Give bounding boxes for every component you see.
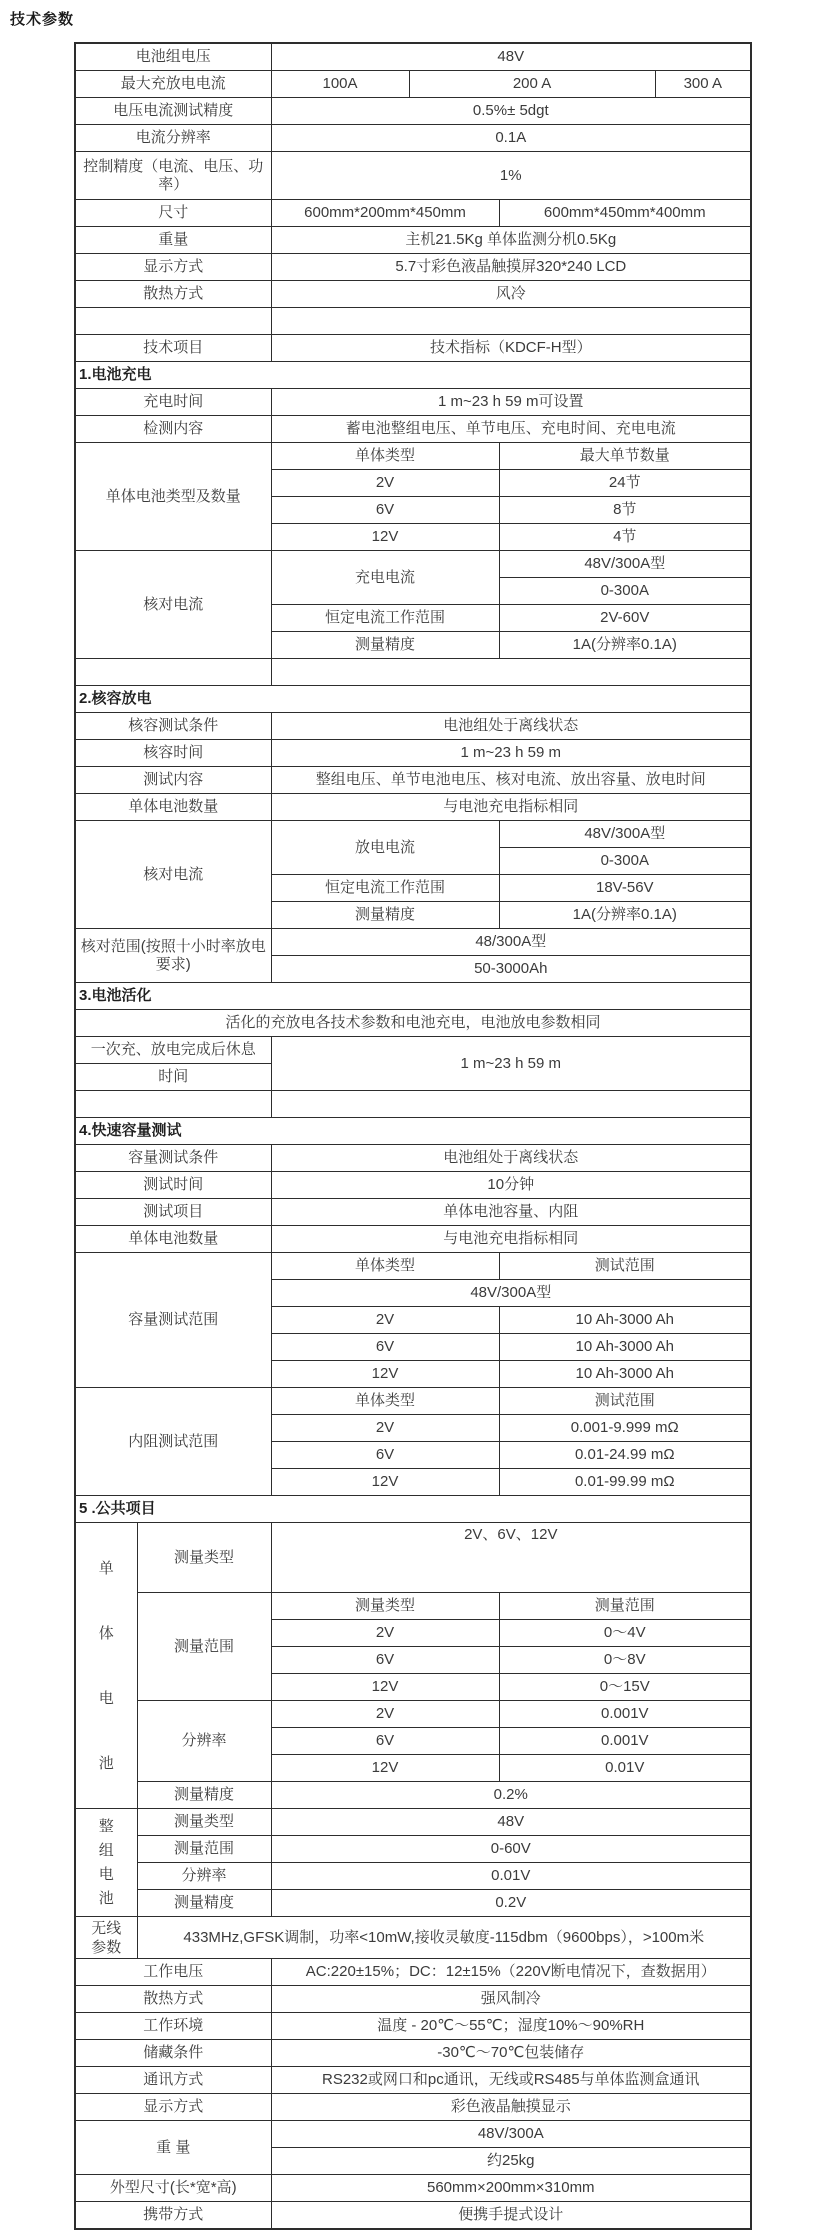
row-label-cell: 容量测试条件	[75, 1145, 271, 1172]
table-row	[75, 2040, 751, 2067]
table-row	[75, 2094, 751, 2121]
sub-value-cell: 2V	[271, 1701, 499, 1728]
row-label-text: 无线参数	[91, 1919, 122, 1956]
row-value-cell: 48/300A型	[271, 929, 751, 956]
row-value-cell: 1 m~23 h 59 m	[271, 1037, 751, 1091]
table-row	[75, 1917, 751, 1959]
row-value-cell: 0.2V	[271, 1890, 751, 1917]
group-label-cell: 内阻测试范围	[75, 1388, 271, 1496]
row-value-cell: 0.01V	[271, 1863, 751, 1890]
section-header: 5 .公共项目	[75, 1496, 751, 1523]
column-header-cell: 单体类型	[271, 443, 499, 470]
sub-value-cell: 0～15V	[499, 1674, 751, 1701]
sub-value-cell: 8节	[499, 497, 751, 524]
sub-value-cell: 2V	[271, 1620, 499, 1647]
row-value-cell: 0-60V	[271, 1836, 751, 1863]
sub-value-cell: 0.001-9.999 mΩ	[499, 1415, 751, 1442]
row-value-cell: 便携手提式设计	[271, 2202, 751, 2230]
table-row	[75, 1836, 751, 1863]
note-cell: 活化的充放电各技术参数和电池充电，电池放电参数相同	[75, 1010, 751, 1037]
column-header-cell: 测试范围	[499, 1253, 751, 1280]
section-row	[75, 362, 751, 389]
sub-value-cell: 12V	[271, 1361, 499, 1388]
section-row	[75, 1118, 751, 1145]
row-label-cell: 核容时间	[75, 740, 271, 767]
column-header-cell: 单体类型	[271, 1388, 499, 1415]
table-row	[75, 254, 751, 281]
table-row	[75, 2175, 751, 2202]
row-value-cell: 600mm*200mm*450mm	[271, 200, 499, 227]
page-title: 技术参数	[10, 11, 75, 28]
row-label-cell	[75, 659, 271, 686]
table-row	[75, 1010, 751, 1037]
sub-value-cell: 12V	[271, 1755, 499, 1782]
sub-label-cell: 测量精度	[271, 632, 499, 659]
row-value-cell	[271, 1091, 751, 1118]
table-row	[75, 1388, 751, 1415]
sub-value-cell: 10 Ah-3000 Ah	[499, 1334, 751, 1361]
row-label-cell: 控制精度（电流、电压、功率）	[75, 152, 271, 200]
row-value-cell: 600mm*450mm*400mm	[499, 200, 751, 227]
table-row	[75, 281, 751, 308]
sub-value-cell: 12V	[271, 524, 499, 551]
group-label-cell: 容量测试范围	[75, 1253, 271, 1388]
row-value-cell: 与电池充电指标相同	[271, 794, 751, 821]
sub-value-cell: 48V/300A型	[499, 551, 751, 578]
table-row	[75, 152, 751, 200]
sub-value-cell: 10 Ah-3000 Ah	[499, 1307, 751, 1334]
sub-value-cell: 0-300A	[499, 578, 751, 605]
row-label-cell: 最大充放电电流	[75, 71, 271, 98]
table-row	[75, 416, 751, 443]
row-label-cell: 显示方式	[75, 254, 271, 281]
sub-value-cell: 48V/300A型	[499, 821, 751, 848]
section-header: 2.核容放电	[75, 686, 751, 713]
row-label-cell: 测试内容	[75, 767, 271, 794]
table-row	[75, 1959, 751, 1986]
group-label-cell: 核对电流	[75, 551, 271, 659]
table-row	[75, 71, 751, 98]
table-row	[75, 200, 751, 227]
vertical-group-label	[75, 1523, 137, 1809]
row-label-cell: 工作电压	[75, 1959, 271, 1986]
row-value-cell: 约25kg	[271, 2148, 751, 2175]
table-row	[75, 2067, 751, 2094]
row-value-cell: RS232或网口和pc通讯，无线或RS485与单体监测盒通讯	[271, 2067, 751, 2094]
sub-label-cell: 恒定电流工作范围	[271, 605, 499, 632]
column-header-cell: 单体类型	[271, 1253, 499, 1280]
row-value-cell: 200 A	[409, 71, 655, 98]
table-row	[75, 1593, 751, 1620]
row-label-cell: 散热方式	[75, 1986, 271, 2013]
row-value-cell: 与电池充电指标相同	[271, 1226, 751, 1253]
sub-label-cell: 测量精度	[137, 1782, 271, 1809]
column-header-cell: 最大单节数量	[499, 443, 751, 470]
sub-value-cell: 1A(分辨率0.1A)	[499, 632, 751, 659]
column-header-cell: 测试范围	[499, 1388, 751, 1415]
table-row	[75, 929, 751, 956]
sub-label-cell: 分辨率	[137, 1863, 271, 1890]
table-row	[75, 1782, 751, 1809]
row-label-cell	[75, 1091, 271, 1118]
row-value-cell: 100A	[271, 71, 409, 98]
row-value-cell: 1%	[271, 152, 751, 200]
row-value-cell: 0.2%	[271, 1782, 751, 1809]
row-value-cell: 433MHz,GFSK调制，功率<10mW,接收灵敏度-115dbm（9600bps），>100m米	[137, 1917, 751, 1959]
sub-value-cell: 0～4V	[499, 1620, 751, 1647]
sub-value-cell: 18V-56V	[499, 875, 751, 902]
sub-label-cell: 测量类型	[137, 1809, 271, 1836]
table-row	[75, 1226, 751, 1253]
sub-value-cell: 6V	[271, 497, 499, 524]
sub-label-cell: 测量范围	[137, 1836, 271, 1863]
sub-value-cell: 6V	[271, 1647, 499, 1674]
table-row	[75, 2013, 751, 2040]
sub-value-cell: 6V	[271, 1334, 499, 1361]
sub-value-cell: 6V	[271, 1442, 499, 1469]
row-value-cell: 单体电池容量、内阻	[271, 1199, 751, 1226]
section-header: 4.快速容量测试	[75, 1118, 751, 1145]
row-value-cell: 1 m~23 h 59 m	[271, 740, 751, 767]
sub-value-cell: 1A(分辨率0.1A)	[499, 902, 751, 929]
table-row	[75, 794, 751, 821]
sub-value-cell: 2V	[271, 470, 499, 497]
row-label-cell: 散热方式	[75, 281, 271, 308]
sub-value-cell: 0.01-24.99 mΩ	[499, 1442, 751, 1469]
row-label-cell: 电压电流测试精度	[75, 98, 271, 125]
sub-value-cell: 0.001V	[499, 1728, 751, 1755]
row-label-cell: 一次充、放电完成后休息	[75, 1037, 271, 1064]
table-row	[75, 1172, 751, 1199]
row-label-cell: 充电时间	[75, 389, 271, 416]
sub-value-cell: 12V	[271, 1674, 499, 1701]
table-row	[75, 98, 751, 125]
group-label-cell: 重 量	[75, 2121, 271, 2175]
row-value-cell: 5.7寸彩色液晶触摸屏320*240 LCD	[271, 254, 751, 281]
row-label-cell: 储藏条件	[75, 2040, 271, 2067]
row-label-cell: 单体电池数量	[75, 1226, 271, 1253]
sub-label-cell: 测量范围	[137, 1593, 271, 1701]
row-value-cell: -30℃～70℃包装储存	[271, 2040, 751, 2067]
sub-value-cell: 6V	[271, 1728, 499, 1755]
group-label-cell: 核对电流	[75, 821, 271, 929]
group-label-cell: 核对范围(按照十小时率放电要求)	[75, 929, 271, 983]
table-row	[75, 2121, 751, 2148]
table-row	[75, 1145, 751, 1172]
row-value-cell: 主机21.5Kg 单体监测分机0.5Kg	[271, 227, 751, 254]
table-row	[75, 43, 751, 71]
empty-row	[75, 1091, 751, 1118]
row-label-cell: 测试时间	[75, 1172, 271, 1199]
sub-label-cell: 测量类型	[137, 1523, 271, 1593]
row-value-cell: 蓄电池整组电压、单节电压、充电时间、充电电流	[271, 416, 751, 443]
row-label-cell: 通讯方式	[75, 2067, 271, 2094]
row-value-cell: 电池组处于离线状态	[271, 1145, 751, 1172]
row-value-cell: 10分钟	[271, 1172, 751, 1199]
section-row	[75, 1496, 751, 1523]
vertical-group-label-text: 整组电池	[98, 1817, 114, 1907]
spec-table	[74, 42, 752, 2230]
table-row	[75, 1701, 751, 1728]
row-label-cell: 外型尺寸(长*宽*高)	[75, 2175, 271, 2202]
sub-label-cell: 放电电流	[271, 821, 499, 875]
row-label-cell: 电流分辨率	[75, 125, 271, 152]
row-value-cell: 300 A	[655, 71, 751, 98]
row-label-cell: 单体电池数量	[75, 794, 271, 821]
column-header-cell: 测量范围	[499, 1593, 751, 1620]
table-row	[75, 227, 751, 254]
table-row	[75, 1890, 751, 1917]
empty-row	[75, 659, 751, 686]
row-value-cell: 48V/300A	[271, 2121, 751, 2148]
sub-label-cell: 测量精度	[137, 1890, 271, 1917]
row-value-cell: 48V	[271, 43, 751, 71]
group-label-cell: 单体电池类型及数量	[75, 443, 271, 551]
sub-value-cell: 4节	[499, 524, 751, 551]
row-value-cell: 0.5%± 5dgt	[271, 98, 751, 125]
sub-value-cell: 0.01V	[499, 1755, 751, 1782]
row-value-cell: 0.1A	[271, 125, 751, 152]
row-label-cell: 电池组电压	[75, 43, 271, 71]
column-header-cell: 测量类型	[271, 1593, 499, 1620]
sub-value-cell: 2V-60V	[499, 605, 751, 632]
row-value-cell: AC:220±15%；DC：12±15%（220V断电情况下，查数据用）	[271, 1959, 751, 1986]
row-label-cell: 技术项目	[75, 335, 271, 362]
row-value-cell: 风冷	[271, 281, 751, 308]
sub-value-cell: 0～8V	[499, 1647, 751, 1674]
section-header: 3.电池活化	[75, 983, 751, 1010]
row-value-cell: 50-3000Ah	[271, 956, 751, 983]
row-value-cell	[271, 659, 751, 686]
row-label-cell: 重量	[75, 227, 271, 254]
table-row	[75, 125, 751, 152]
row-value-cell: 电池组处于离线状态	[271, 713, 751, 740]
row-value-cell: 强风制冷	[271, 1986, 751, 2013]
sub-value-cell: 24节	[499, 470, 751, 497]
row-value-cell	[271, 308, 751, 335]
table-row	[75, 1863, 751, 1890]
table-row	[75, 2202, 751, 2230]
row-label-cell: 核容测试条件	[75, 713, 271, 740]
row-value-cell: 2V、6V、12V	[271, 1523, 751, 1593]
vertical-group-label-text: 单体电池	[98, 1559, 114, 1772]
table-row	[75, 389, 751, 416]
row-label-cell: 时间	[75, 1064, 271, 1091]
row-label-cell: 携带方式	[75, 2202, 271, 2230]
row-value-cell: 48V	[271, 1809, 751, 1836]
table-row	[75, 767, 751, 794]
empty-row	[75, 308, 751, 335]
vertical-group-label	[75, 1809, 137, 1917]
row-label-cell: 尺寸	[75, 200, 271, 227]
row-value-cell: 彩色液晶触摸显示	[271, 2094, 751, 2121]
table-row	[75, 443, 751, 470]
model-cell: 48V/300A型	[271, 1280, 751, 1307]
sub-value-cell: 12V	[271, 1469, 499, 1496]
sub-value-cell: 0.01-99.99 mΩ	[499, 1469, 751, 1496]
row-label-cell	[75, 1917, 137, 1959]
table-row	[75, 1037, 751, 1064]
sub-value-cell: 2V	[271, 1307, 499, 1334]
table-row	[75, 335, 751, 362]
sub-value-cell: 0-300A	[499, 848, 751, 875]
table-row	[75, 1809, 751, 1836]
sub-label-cell: 恒定电流工作范围	[271, 875, 499, 902]
sub-label-cell: 分辨率	[137, 1701, 271, 1782]
row-value-cell: 整组电压、单节电池电压、核对电流、放出容量、放电时间	[271, 767, 751, 794]
table-row	[75, 1253, 751, 1280]
row-label-cell: 显示方式	[75, 2094, 271, 2121]
table-row	[75, 740, 751, 767]
table-row	[75, 551, 751, 578]
table-row	[75, 1199, 751, 1226]
section-header: 1.电池充电	[75, 362, 751, 389]
sub-value-cell: 10 Ah-3000 Ah	[499, 1361, 751, 1388]
table-row	[75, 1986, 751, 2013]
row-label-cell: 测试项目	[75, 1199, 271, 1226]
sub-value-cell: 0.001V	[499, 1701, 751, 1728]
section-row	[75, 983, 751, 1010]
section-row	[75, 686, 751, 713]
sub-label-cell: 充电电流	[271, 551, 499, 605]
row-label-cell	[75, 308, 271, 335]
row-value-cell: 温度 - 20℃～55℃；湿度10%～90%RH	[271, 2013, 751, 2040]
row-label-cell: 检测内容	[75, 416, 271, 443]
row-value-cell: 560mm×200mm×310mm	[271, 2175, 751, 2202]
sub-label-cell: 测量精度	[271, 902, 499, 929]
table-row	[75, 821, 751, 848]
row-label-cell: 工作环境	[75, 2013, 271, 2040]
table-row	[75, 713, 751, 740]
row-value-cell: 1 m~23 h 59 m可设置	[271, 389, 751, 416]
row-value-cell: 技术指标（KDCF-H型）	[271, 335, 751, 362]
table-row	[75, 1523, 751, 1593]
sub-value-cell: 2V	[271, 1415, 499, 1442]
